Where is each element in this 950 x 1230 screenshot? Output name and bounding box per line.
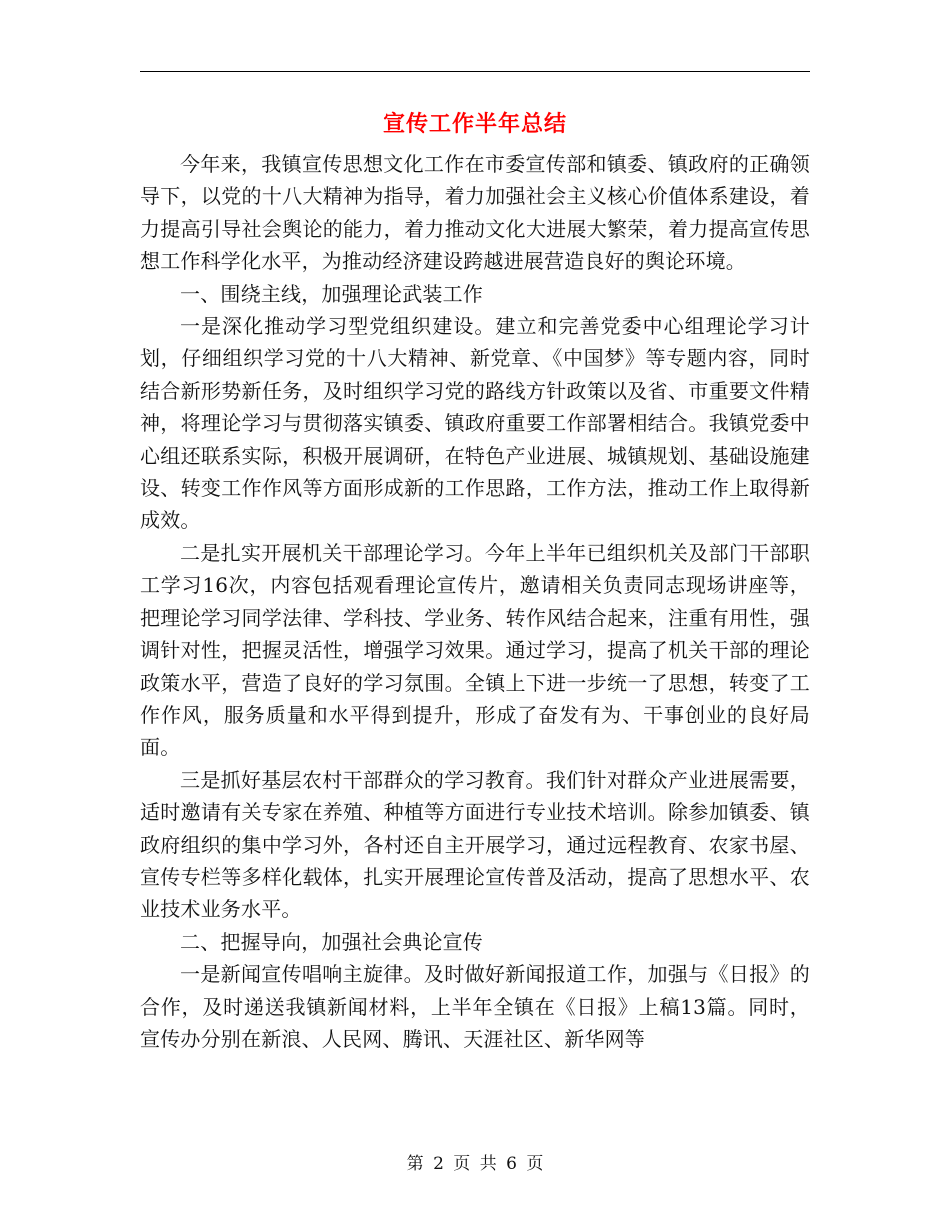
paragraph-intro: 今年来，我镇宣传思想文化工作在市委宣传部和镇委、镇政府的正确领导下，以党的十八大精神为指导，着力加强社会主义核心价值体系建设，着力提高引导社会舆论的能力，着力推动文化大进展大繁荣，着力提高宣传思想工作科学化水平，为推动经济建设跨越进展营造良好的舆论环境。 [140, 152, 810, 274]
paragraph-1-3: 三是抓好基层农村干部群众的学习教育。我们针对群众产业进展需要，适时邀请有关专家在养殖、种植等方面进行专业技术培训。除参加镇委、镇政府组织的集中学习外，各村还自主开展学习，通过远程教育、农家书屋、宣传专栏等多样化载体，扎实开展理论宣传普及活动，提高了思想水平、农业技术业务水平。 [140, 767, 810, 922]
page-footer: 第 2 页 共 6 页 [406, 1154, 544, 1174]
paragraph-1-1: 一是深化推动学习型党组织建设。建立和完善党委中心组理论学习计划，仔细组织学习党的十八大精神、新党章、《中国梦》等专题内容，同时结合新形势新任务，及时组织学习党的路线方针政策以及省、市重要文件精神，将理论学习与贯彻落实镇委、镇政府重要工作部署相结合。我镇党委中心组还联系实际，积极开展调研，在特色产业进展、城镇规划、基础设施建设、转变工作作风等方面形成新的工作思路，工作方法，推动工作上取得新成效。 [140, 314, 810, 533]
paragraph-2-1: 一是新闻宣传唱响主旋律。及时做好新闻报道工作，加强与《日报》的合作，及时递送我镇新闻材料，上半年全镇在《日报》上稿13篇。同时，宣传办分别在新浪、人民网、腾讯、天涯社区、新华网等 [140, 962, 810, 1051]
header-rule [140, 71, 810, 72]
section-heading-1: 一、围绕主线，加强理论武装工作 [180, 281, 483, 306]
document-title: 宣传工作半年总结 [382, 112, 567, 137]
document-body [140, 148, 810, 1055]
section-heading-2: 二、把握导向，加强社会典论宣传 [180, 929, 483, 954]
paragraph-1-2: 二是扎实开展机关干部理论学习。今年上半年已组织机关及部门干部职工学习16次，内容包括观看理论宣传片，邀请相关负责同志现场讲座等，把理论学习同学法律、学科技、学业务、转作风结合起来，注重有用性，强调针对性，把握灵活性，增强学习效果。通过学习，提高了机关干部的理论政策水平，营造了良好的学习氛围。全镇上下进一步统一了思想，转变了工作作风，服务质量和水平得到提升，形成了奋发有为、干事创业的良好局面。 [140, 540, 810, 760]
